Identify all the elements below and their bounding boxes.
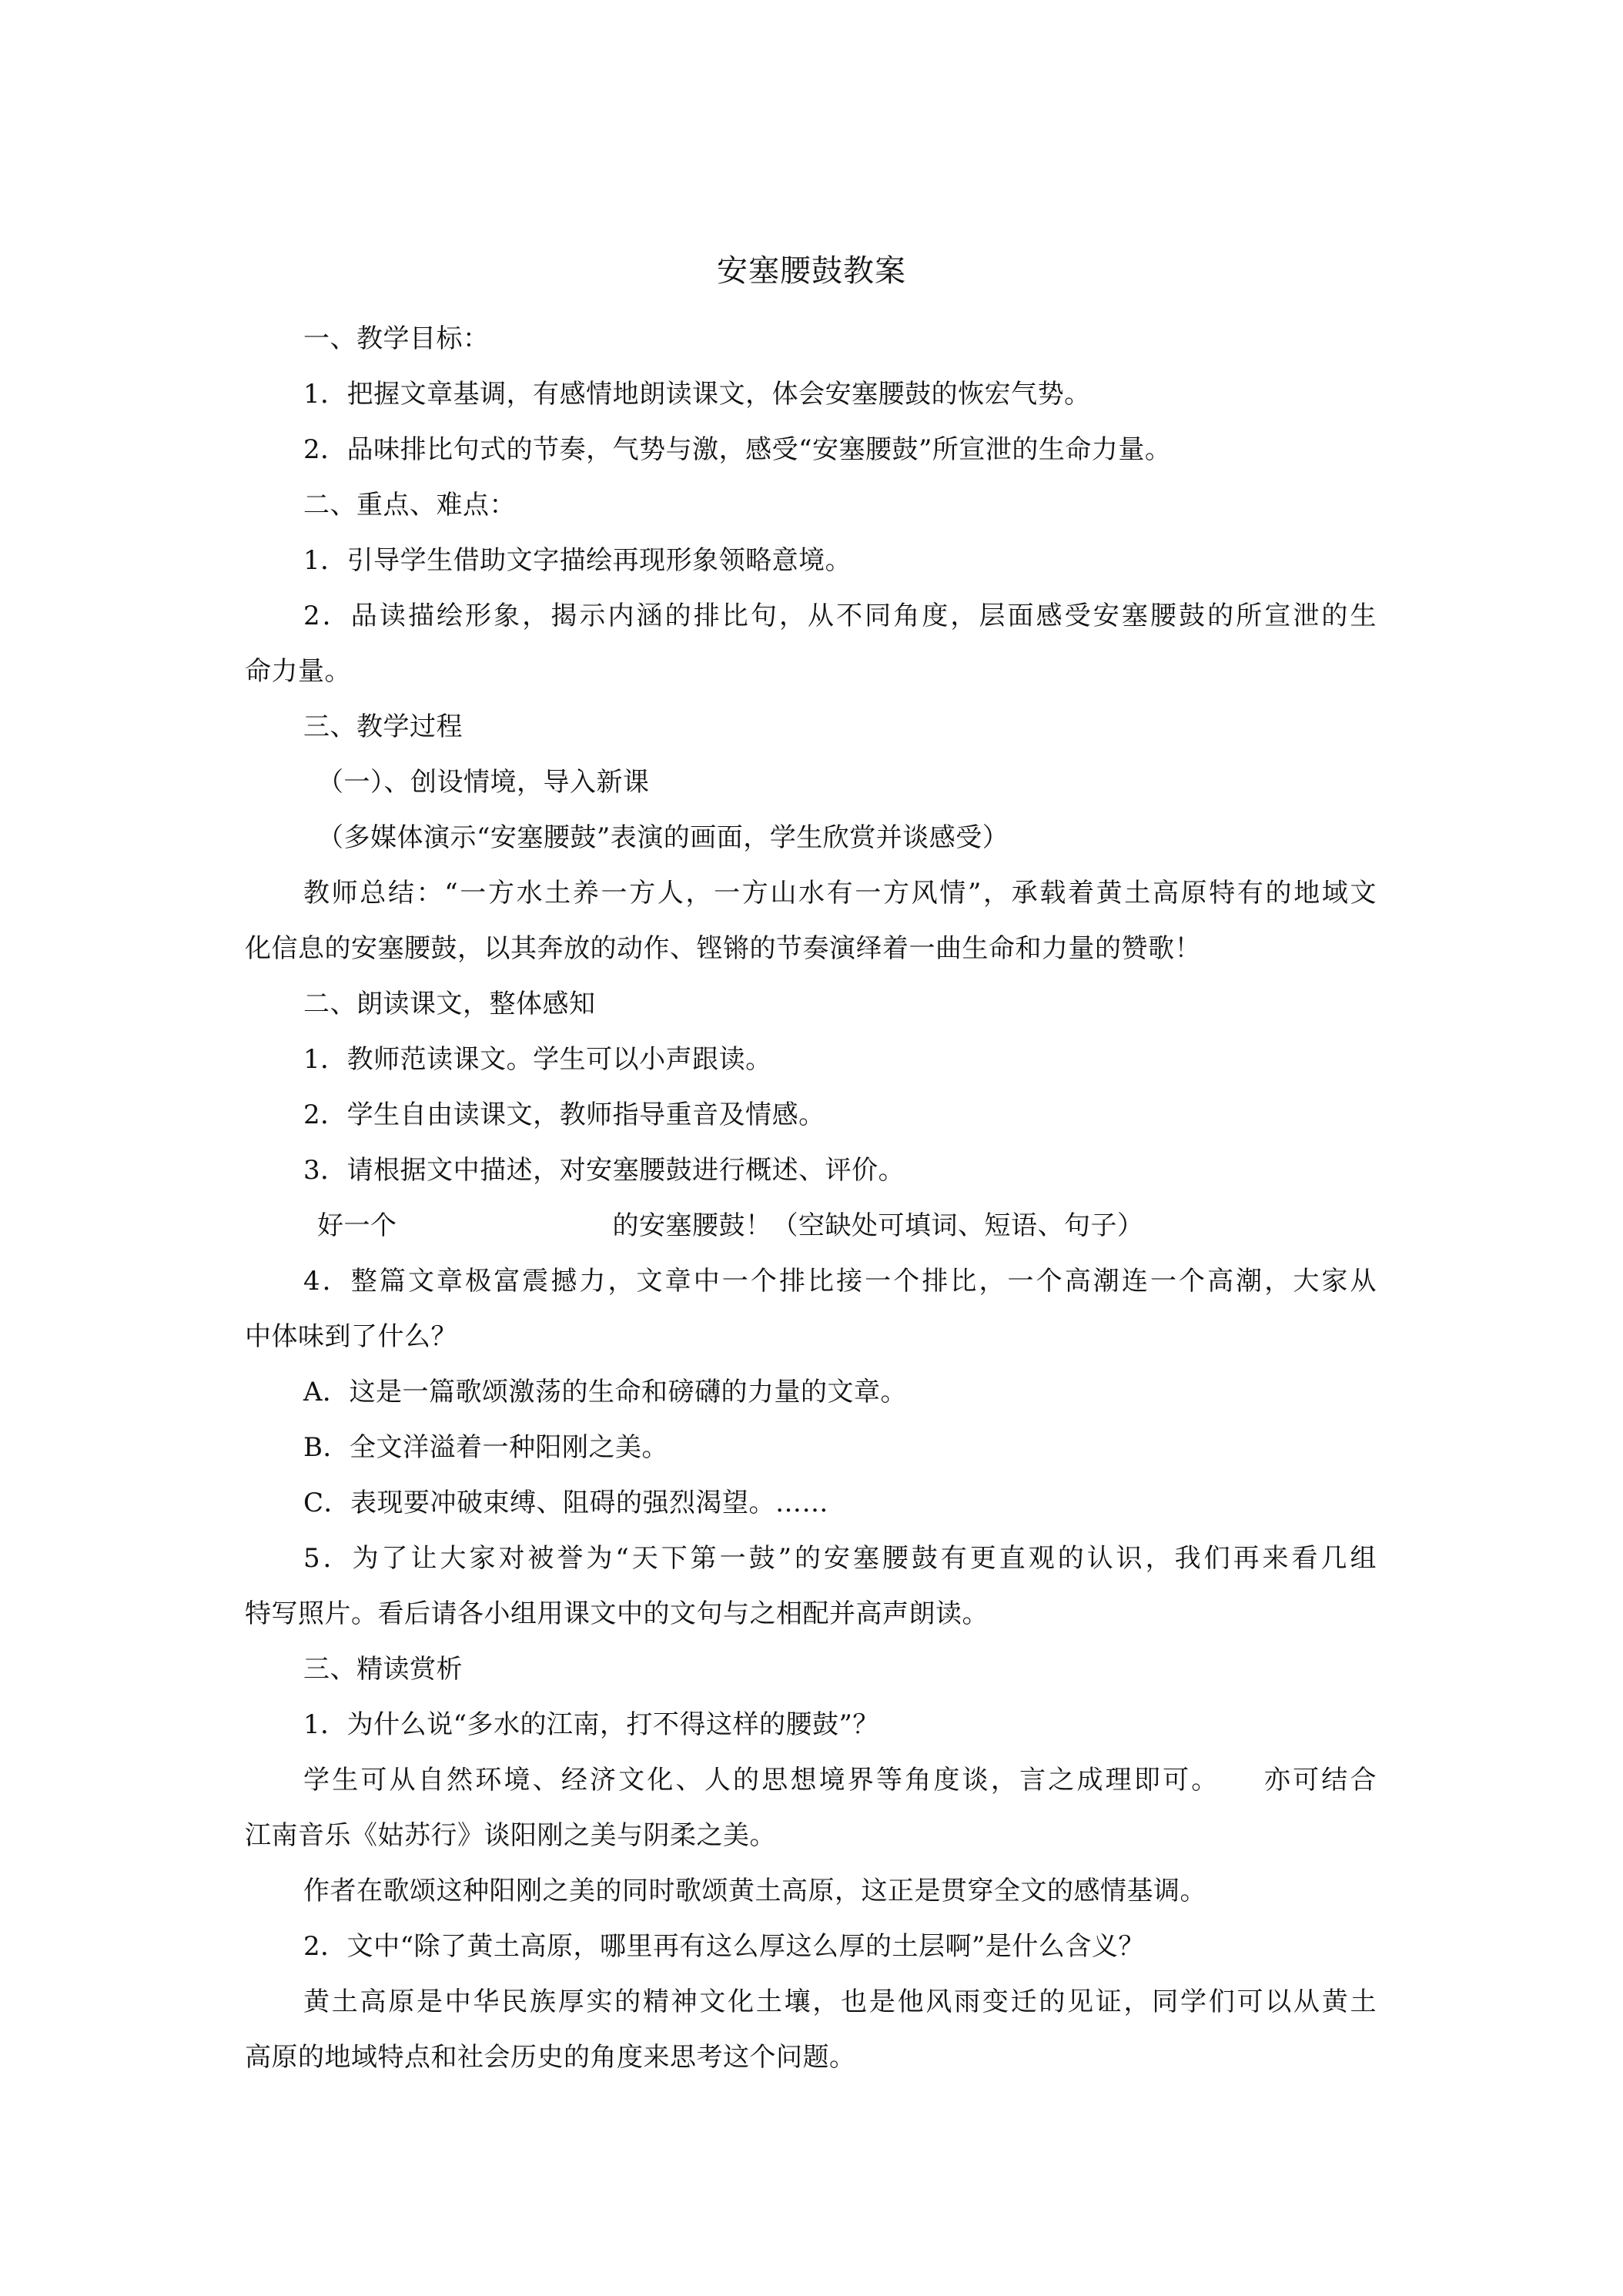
key-point-item: 2．品读描绘形象，揭示内涵的排比句，从不同角度，层面感受安塞腰鼓的所宣泄的生 <box>303 601 1377 631</box>
answer-option: B．全文洋溢着一种阳刚之美。 <box>303 1432 668 1463</box>
answer-option: A．这是一篇歌颂激荡的生命和磅礴的力量的文章。 <box>303 1377 908 1407</box>
list-item: 4．整篇文章极富震撼力，文章中一个排比接一个排比，一个高潮连一个高潮，大家从 <box>303 1266 1377 1297</box>
list-item: 5．为了让大家对被誉为“天下第一鼓”的安塞腰鼓有更直观的认识，我们再来看几组 <box>303 1543 1377 1574</box>
paragraph: 黄土高原是中华民族厚实的精神文化土壤，也是他风雨变迁的见证，同学们可以从黄土 <box>303 1986 1377 2017</box>
paragraph-continuation: 特写照片。看后请各小组用课文中的文句与之相配并高声朗读。 <box>245 1598 989 1629</box>
list-item: 3．请根据文中描述，对安塞腰鼓进行概述、评价。 <box>303 1155 905 1186</box>
list-item: 2．学生自由读课文，教师指导重音及情感。 <box>303 1099 825 1130</box>
fill-in-blank-line <box>317 1209 1144 1243</box>
subsection-heading: （一）、创设情境，导入新课 <box>317 767 650 798</box>
paragraph-continuation: 化信息的安塞腰鼓，以其奔放的动作、铿锵的节奏演绎着一曲生命和力量的赞歌！ <box>245 933 1201 964</box>
paragraph-continuation: 高原的地域特点和社会历史的角度来思考这个问题。 <box>245 2042 856 2073</box>
objective-item: 1．把握文章基调，有感情地朗读课文，体会安塞腰鼓的恢宏气势。 <box>303 379 1091 410</box>
paragraph: （多媒体演示“安塞腰鼓”表演的画面，学生欣赏并谈感受） <box>317 822 1009 853</box>
section-heading-process: 三、教学过程 <box>303 711 463 742</box>
fill-in-prefix: 好一个 <box>317 1210 397 1241</box>
list-item: 2．文中“除了黄土高原，哪里再有这么厚这么厚的土层啊”是什么含义？ <box>303 1931 1145 1962</box>
list-item: 1．教师范读课文。学生可以小声跟读。 <box>303 1044 772 1075</box>
section-heading-objectives: 一、教学目标： <box>303 323 490 354</box>
paragraph-continuation: 命力量。 <box>245 656 351 687</box>
paragraph: 学生可从自然环境、经济文化、人的思想境界等角度谈，言之成理即可。 亦可结合 <box>303 1765 1377 1796</box>
paragraph-continuation: 江南音乐《姑苏行》谈阳刚之美与阴柔之美。 <box>245 1820 776 1851</box>
fill-in-suffix: 的安塞腰鼓！（空缺处可填词、短语、句子） <box>612 1210 1144 1241</box>
list-item: 1．为什么说“多水的江南，打不得这样的腰鼓”？ <box>303 1709 879 1740</box>
subsection-heading: 三、精读赏析 <box>303 1654 463 1685</box>
paragraph: 教师总结：“一方水土养一方人，一方山水有一方风情”，承载着黄土高原特有的地域文 <box>303 878 1377 909</box>
section-heading-key-points: 二、重点、难点： <box>303 490 516 520</box>
paragraph: 作者在歌颂这种阳刚之美的同时歌颂黄土高原，这正是贯穿全文的感情基调。 <box>303 1876 1206 1906</box>
objective-item: 2．品味排比句式的节奏，气势与激，感受“安塞腰鼓”所宣泄的生命力量。 <box>303 434 1172 465</box>
answer-option: C．表现要冲破束缚、阻碍的强烈渴望。…… <box>303 1488 829 1518</box>
paragraph-continuation: 中体味到了什么？ <box>245 1321 457 1352</box>
document-title: 安塞腰鼓教案 <box>717 253 906 289</box>
subsection-heading: 二、朗读课文，整体感知 <box>303 989 596 1019</box>
key-point-item: 1．引导学生借助文字描绘再现形象领略意境。 <box>303 545 852 576</box>
